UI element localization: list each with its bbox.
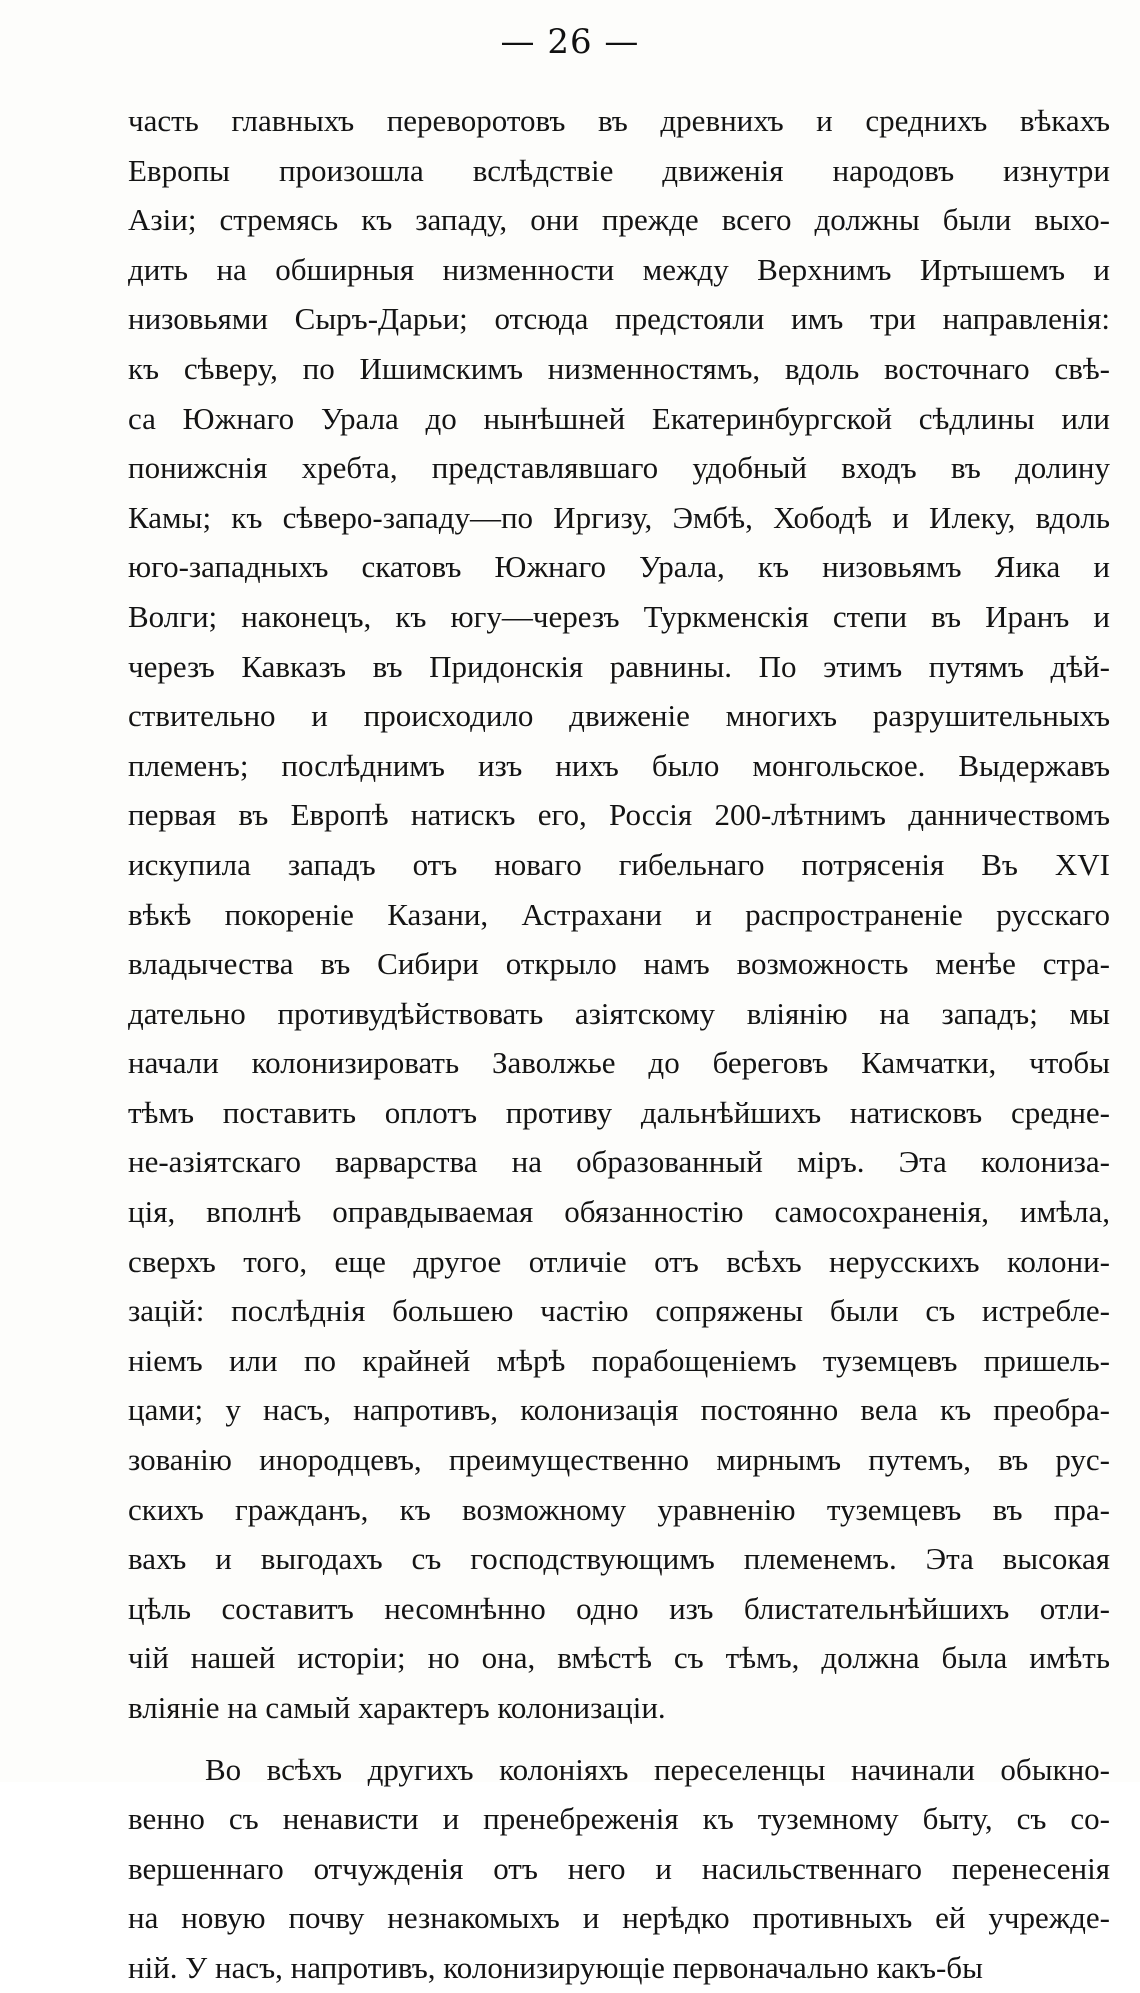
- text-line: вѣкѣ покореніе Казани, Астрахани и распространеніе русскаго: [128, 896, 1110, 932]
- text-line: зованію инородцевъ, преимущественно мирнымъ путемъ, въ рус-: [128, 1442, 1110, 1478]
- text-line: скихъ гражданъ, къ возможному уравненію туземцевъ въ пра-: [128, 1491, 1110, 1527]
- text-line: Азіи; стремясь къ западу, они прежде всего должны были выхо-: [128, 202, 1110, 238]
- paragraph-gap: [128, 1733, 1110, 1745]
- text-line: цами; у насъ, напротивъ, колонизація постоянно вела къ преобра-: [128, 1392, 1110, 1428]
- text-line: юго-западныхъ скатовъ Южнаго Урала, къ низовьямъ Яика и: [128, 549, 1110, 585]
- page-number: — 26 —: [500, 22, 640, 62]
- text-line: Камы; къ сѣверо-западу—по Иргизу, Эмбѣ, Хободѣ и Илеку, вдоль: [128, 499, 1110, 535]
- text-line: понижснія хребта, представлявшаго удобный входъ въ долину: [128, 450, 1110, 486]
- text-line: Европы произошла вслѣдствіе движенія народовъ изнутри: [128, 152, 1110, 188]
- text-line: владычества въ Сибири открыло намъ возможность менѣе стра-: [128, 946, 1110, 982]
- text-line: вершеннаго отчужденія отъ него и насильственнаго перенесенія: [128, 1850, 1110, 1886]
- text-line: начали колонизировать Заволжье до береговъ Камчатки, чтобы: [128, 1045, 1110, 1081]
- text-line: вліяніе на самый характеръ колонизаціи.: [128, 1690, 666, 1725]
- text-line: тѣмъ поставить оплотъ противу дальнѣйшихъ натисковъ средне-: [128, 1094, 1110, 1130]
- text-line: не-азіятскаго варварства на образованный міръ. Эта колониза-: [128, 1144, 1110, 1180]
- text-line: низовьями Сыръ-Дарьи; отсюда предстояли имъ три направленія:: [128, 301, 1110, 337]
- text-line: на новую почву незнакомыхъ и нерѣдко противныхъ ей учрежде-: [128, 1900, 1110, 1936]
- text-line: ствительно и происходило движеніе многихъ разрушительныхъ: [128, 698, 1110, 734]
- text-line: ній. У насъ, напротивъ, колонизирующіе первоначально какъ-бы: [128, 1949, 983, 1985]
- text-line: племенъ; послѣднимъ изъ нихъ было монгольское. Выдержавъ: [128, 747, 1110, 783]
- text-line: ніемъ или по крайней мѣрѣ порабощеніемъ туземцевъ пришель-: [128, 1342, 1110, 1378]
- text-line: Волги; наконецъ, къ югу—черезъ Туркменскія степи въ Иранъ и: [128, 598, 1110, 634]
- text-line: первая въ Европѣ натискъ его, Россія 200-лѣтнимъ данничествомъ: [128, 797, 1110, 833]
- text-line: дательно противудѣйствовать азіятскому вліянію на западъ; мы: [128, 995, 1110, 1031]
- text-line: ція, вполнѣ оправдываемая обязанностію самосохраненія, имѣла,: [128, 1194, 1110, 1230]
- text-line: къ сѣверу, по Ишимскимъ низменностямъ, вдоль восточнаго свѣ-: [128, 350, 1110, 386]
- text-line: часть главныхъ переворотовъ въ древнихъ и среднихъ вѣкахъ: [128, 103, 1110, 138]
- text-line: са Южнаго Урала до нынѣшней Екатеринбургской сѣдлины или: [128, 400, 1110, 436]
- text-line: дить на обширныя низменности между Верхнимъ Иртышемъ и: [128, 251, 1110, 287]
- text-line: сверхъ того, еще другое отличіе отъ всѣхъ нерусскихъ колони-: [128, 1243, 1110, 1279]
- text-line: искупила западъ отъ новаго гибельнаго потрясенія Въ XVI: [128, 846, 1110, 882]
- body-text: [128, 96, 1110, 1993]
- text-line: чій нашей исторіи; но она, вмѣстѣ съ тѣмъ, должна была имѣть: [128, 1640, 1110, 1676]
- paragraph-1: [128, 96, 1110, 1733]
- text-line: черезъ Кавказъ въ Придонскія равнины. По этимъ путямъ дѣй-: [128, 648, 1110, 684]
- text-line: зацій: послѣднія большею частію сопряжены были съ истребле-: [128, 1293, 1110, 1329]
- text-line: Во всѣхъ другихъ колоніяхъ переселенцы начинали обыкно-: [205, 1751, 1110, 1787]
- text-line: цѣль составитъ несомнѣнно одно изъ блистательнѣйшихъ отли-: [128, 1590, 1110, 1626]
- text-line: венно съ ненависти и пренебреженія къ туземному быту, съ со-: [128, 1801, 1110, 1837]
- text-line: вахъ и выгодахъ съ господствующимъ племенемъ. Эта высокая: [128, 1541, 1110, 1577]
